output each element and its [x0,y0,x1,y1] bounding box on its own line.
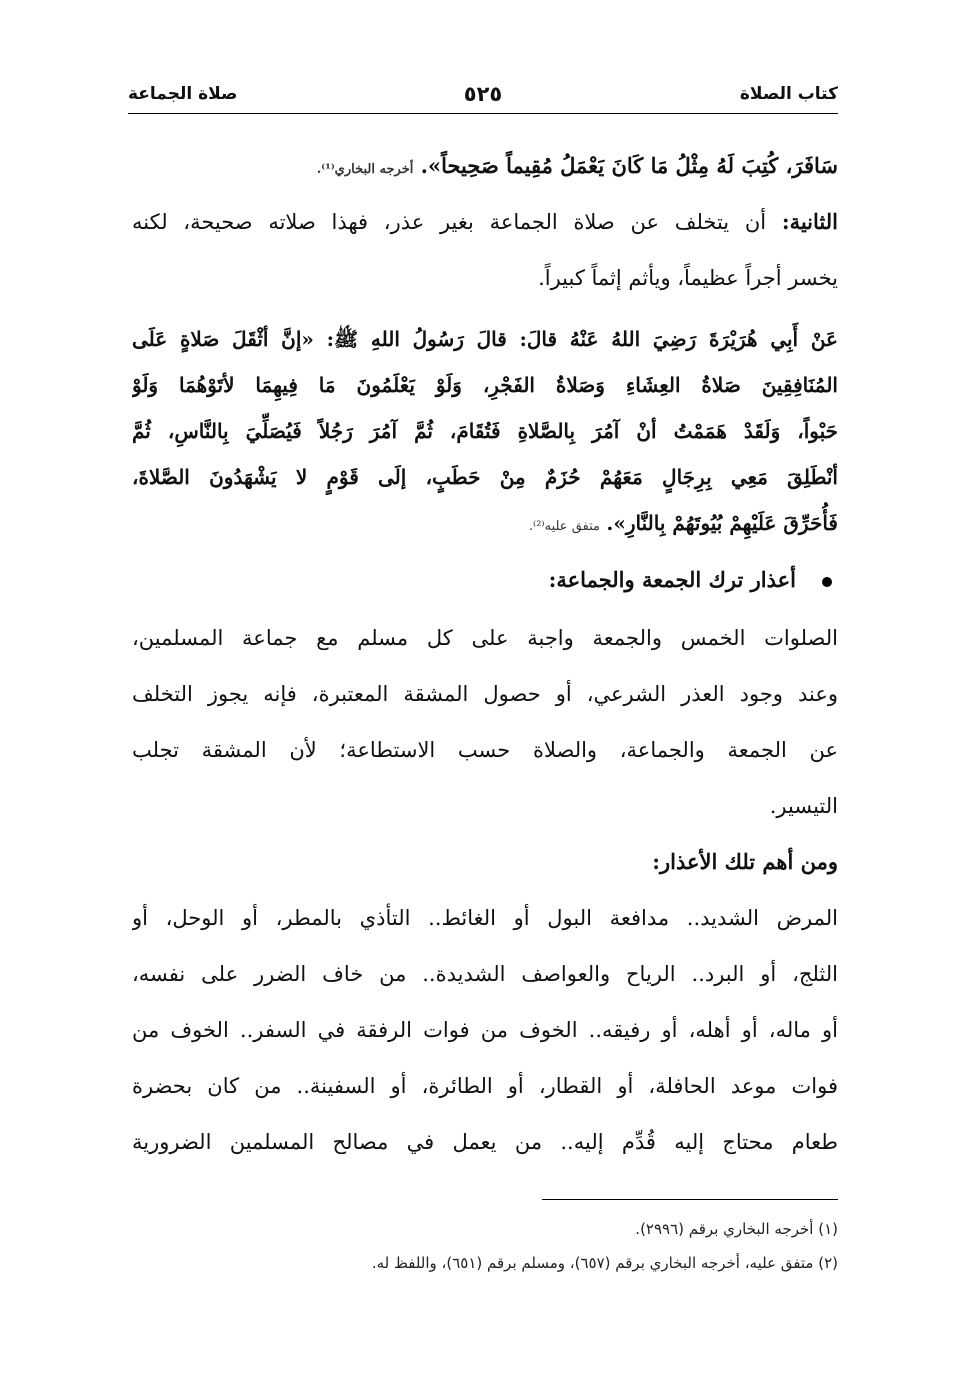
second-case-text: أن يتخلف عن صلاة الجماعة بغير عذر، فهذا صلاته صحيحة، لكنه [132,210,767,234]
paragraph-1-line-2: وعند وجود العذر الشرعي، أو حصول المشقة المعتبرة، فإنه يجوز التخلف [132,682,838,706]
paragraph-1-line-1: الصلوات الخمس والجمعة واجبة على كل مسلم مع جماعة المسلمين، [132,626,838,650]
paragraph-2-line-3: أو ماله، أو أهله، أو رفيقه.. الخوف من فوات الرفقة في السفر.. الخوف من [132,1018,838,1042]
page-number: ٥٢٥ [463,82,503,106]
paragraph-2-line-2: الثلج، أو البرد.. الرياح والعواصف الشديدة.. من خاف الضرر على نفسه، [132,962,838,986]
book-title: كتاب الصلاة [739,84,838,104]
hadith-line-5 [132,500,838,546]
hadith-text: سَافَرَ، كُتِبَ لَهُ مِثْلُ مَا كَانَ يَعْمَلُ مُقِيماً صَحِيحاً». [420,153,838,178]
hadith-line-1: عَنْ أَبِي هُرَيْرَةَ رَضِيَ اللهُ عَنْهُ قالَ: قالَ رَسُولُ اللهِ ﷺ: «إنَّ أثْقَلَ صَلاةٍ عَلَى [132,327,838,351]
hadith-line-2: المُنَافِقِينَ صَلاةُ العِشَاءِ وَصَلاةُ الفَجْرِ، وَلَوْ يَعْلَمُونَ مَا فِيهِمَا لأتَوْهُمَا وَلَوْ [132,373,838,397]
footnote-divider [542,1199,838,1200]
page-header [128,84,838,114]
subheading: ومن أهم تلك الأعذار: [652,849,838,874]
footnotes [132,1212,838,1280]
footnote-1: (١) أخرجه البخاري برقم (٢٩٩٦). [635,1220,838,1238]
bullet-icon [822,577,832,587]
paragraph-1-line-4: التيسير. [769,794,838,818]
paragraph-2-line-4: فوات موعد الحافلة، أو القطار، أو الطائرة، أو السفينة.. من كان بحضرة [132,1074,838,1098]
section-heading [132,550,838,610]
hadith-source: أخرجه البخاري⁽¹⁾. [316,162,414,177]
chapter-title: صلاة الجماعة [128,84,238,104]
section-heading-text: أعذار ترك الجمعة والجماعة: [548,567,796,592]
hadith-continuation [132,138,838,194]
second-case-line-1 [132,194,838,250]
second-case-line-2: يخسر أجراً عظيماً، ويأثم إثماً كبيراً. [538,266,838,290]
hadith-line-5-text: فَأُحَرِّقَ عَلَيْهِمْ بُيُوتَهُمْ بِالنَّارِ». [606,511,838,535]
hadith-line-4: أنْطَلِقَ مَعِي بِرِجَالٍ مَعَهُمْ حُزَمٌ مِنْ حَطَبٍ، إلَى قَوْمٍ لا يَشْهَدُونَ الصَّلاةَ، [132,465,838,489]
hadith-line-3: حَبْواً، وَلَقَدْ هَمَمْتُ أنْ آمُرَ بِالصَّلاةِ فَتُقَامَ، ثُمَّ آمُرَ رَجُلاً فَيُصَلِّيَ بِالنَّاسِ، ثُمَّ [132,419,838,443]
hadith-block [132,316,838,546]
paragraph-1-line-3: عن الجمعة والجماعة، والصلاة حسب الاستطاعة؛ لأن المشقة تجلب [132,738,838,762]
hadith-source-2: متفق عليه⁽²⁾. [528,519,601,534]
paragraph-2-line-1: المرض الشديد.. مدافعة البول أو الغائط.. التأذي بالمطر، أو الوحل، أو [132,906,838,930]
paragraph-2-line-5: طعام محتاج إليه قُدِّم إليه.. من يعمل في مصالح المسلمين الضرورية [132,1130,838,1154]
second-case-label: الثانية: [781,209,838,234]
footnote-2: (٢) متفق عليه، أخرجه البخاري برقم (٦٥٧)، ومسلم برقم (٦٥١)، واللفظ له. [371,1254,838,1272]
header-divider [128,113,838,114]
main-text [132,138,838,1170]
